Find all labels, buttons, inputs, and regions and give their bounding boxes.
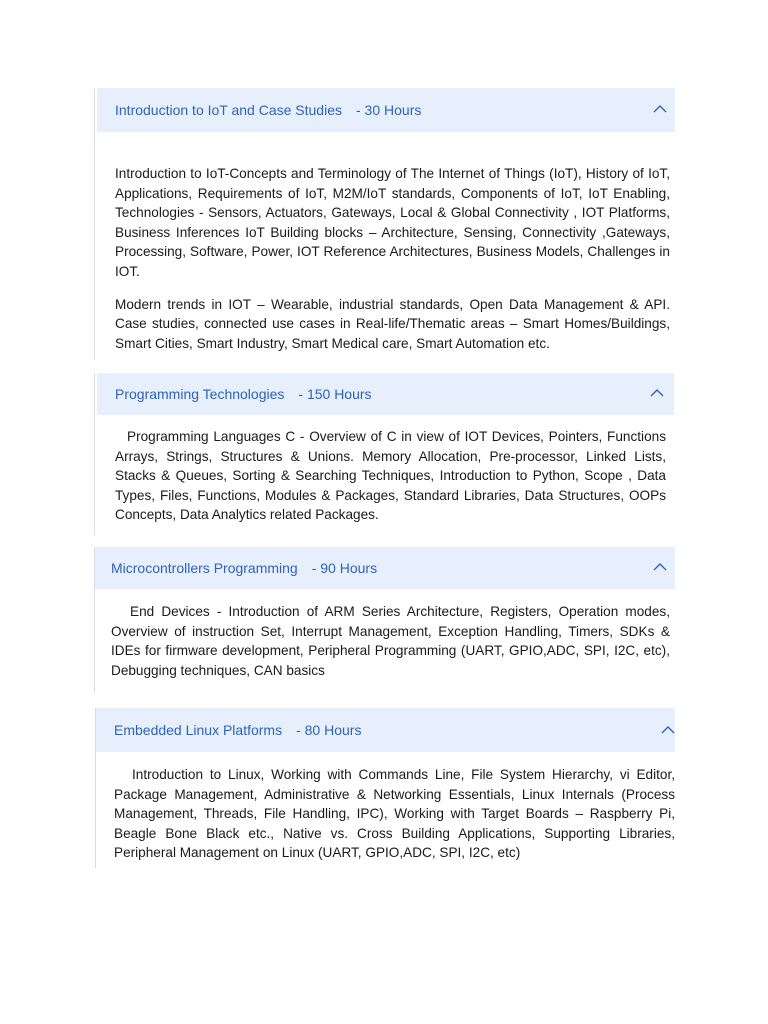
chevron-up-icon[interactable]	[653, 560, 667, 574]
accordion-section-programming	[97, 373, 674, 535]
section-title: Microcontrollers Programming	[111, 560, 298, 576]
accordion-section-iot-intro	[97, 88, 675, 360]
section-paragraph: Introduction to IoT-Concepts and Terminology of The Internet of Things (IoT), History of IoT, Applications, Requirements of IoT, M2M/IoT standards, Components of IoT, IoT Enabling, Technologies - Sensors, Actuators, Gateways, Local & Global Connectivity , IOT Platforms, Business Inferences IoT Building blocks – Architecture, Sensing, Connectivity ,Gateways, Processing, Software, Power, IOT Reference Architectures, Business Models, Challenges in IOT.	[115, 166, 670, 279]
accordion-header-embedded-linux[interactable]	[96, 708, 675, 752]
accordion-section-microcontrollers	[95, 547, 675, 693]
accordion-section-embedded-linux	[96, 708, 675, 868]
accordion-body-iot-intro	[97, 164, 675, 353]
accordion-header-programming[interactable]	[97, 373, 674, 415]
section-paragraph: End Devices - Introduction of ARM Series Architecture, Registers, Operation modes, Overview of instruction Set, Interrupt Management, Exception Handling, Timers, SDKs & IDEs for firmware development, Peripheral Programming (UART, GPIO,ADC, SPI, I2C, etc), Debugging techniques, CAN basics	[111, 604, 670, 678]
accordion-body-programming	[97, 427, 674, 525]
section-hours: - 80 Hours	[296, 722, 362, 738]
section-hours: - 150 Hours	[298, 386, 372, 402]
chevron-up-icon[interactable]	[650, 386, 664, 400]
section-hours: - 30 Hours	[356, 102, 422, 118]
section-paragraph: Programming Languages C - Overview of C in view of IOT Devices, Pointers, Functions Arrays, Strings, Structures & Unions. Memory Allocation, Pre-processor, Linked Lists, Stacks & Queues, Sorting & Searching Techniques, Introduction to Python, Scope , Data Types, Files, Functions, Modules & Packages, Standard Libraries, Data Structures, OOPs Concepts, Data Analytics related Packages.	[115, 429, 666, 523]
accordion-body-embedded-linux	[96, 765, 675, 863]
section-divider	[94, 373, 95, 535]
accordion-header-microcontrollers[interactable]	[95, 547, 675, 589]
section-divider	[94, 88, 95, 360]
section-title: Introduction to IoT and Case Studies	[115, 102, 342, 118]
accordion-body-microcontrollers	[95, 602, 675, 680]
section-title: Embedded Linux Platforms	[114, 722, 283, 738]
section-paragraph: Introduction to Linux, Working with Commands Line, File System Hierarchy, vi Editor, Package Management, Administrative & Networking Essentials, Linux Internals (Process Management, Threads, File Handling, IPC), Working with Target Boards – Raspberry Pi, Beagle Bone Black etc., Native vs. Cross Building Applications, Supporting Libraries, Peripheral Management on Linux (UART, GPIO,ADC, SPI, I2C, etc)	[114, 767, 675, 861]
section-hours: - 90 Hours	[311, 560, 378, 576]
accordion-header-iot-intro[interactable]	[97, 88, 675, 132]
section-paragraph: Modern trends in IOT – Wearable, industrial standards, Open Data Management & API. Case studies, connected use cases in Real-life/Thematic areas – Smart Homes/Buildings, Smart Cities, Smart Industry, Smart Medical care, Smart Automation etc.	[115, 296, 670, 351]
chevron-up-icon[interactable]	[661, 723, 675, 737]
section-title: Programming Technologies	[115, 386, 285, 402]
chevron-up-icon[interactable]	[653, 102, 667, 116]
